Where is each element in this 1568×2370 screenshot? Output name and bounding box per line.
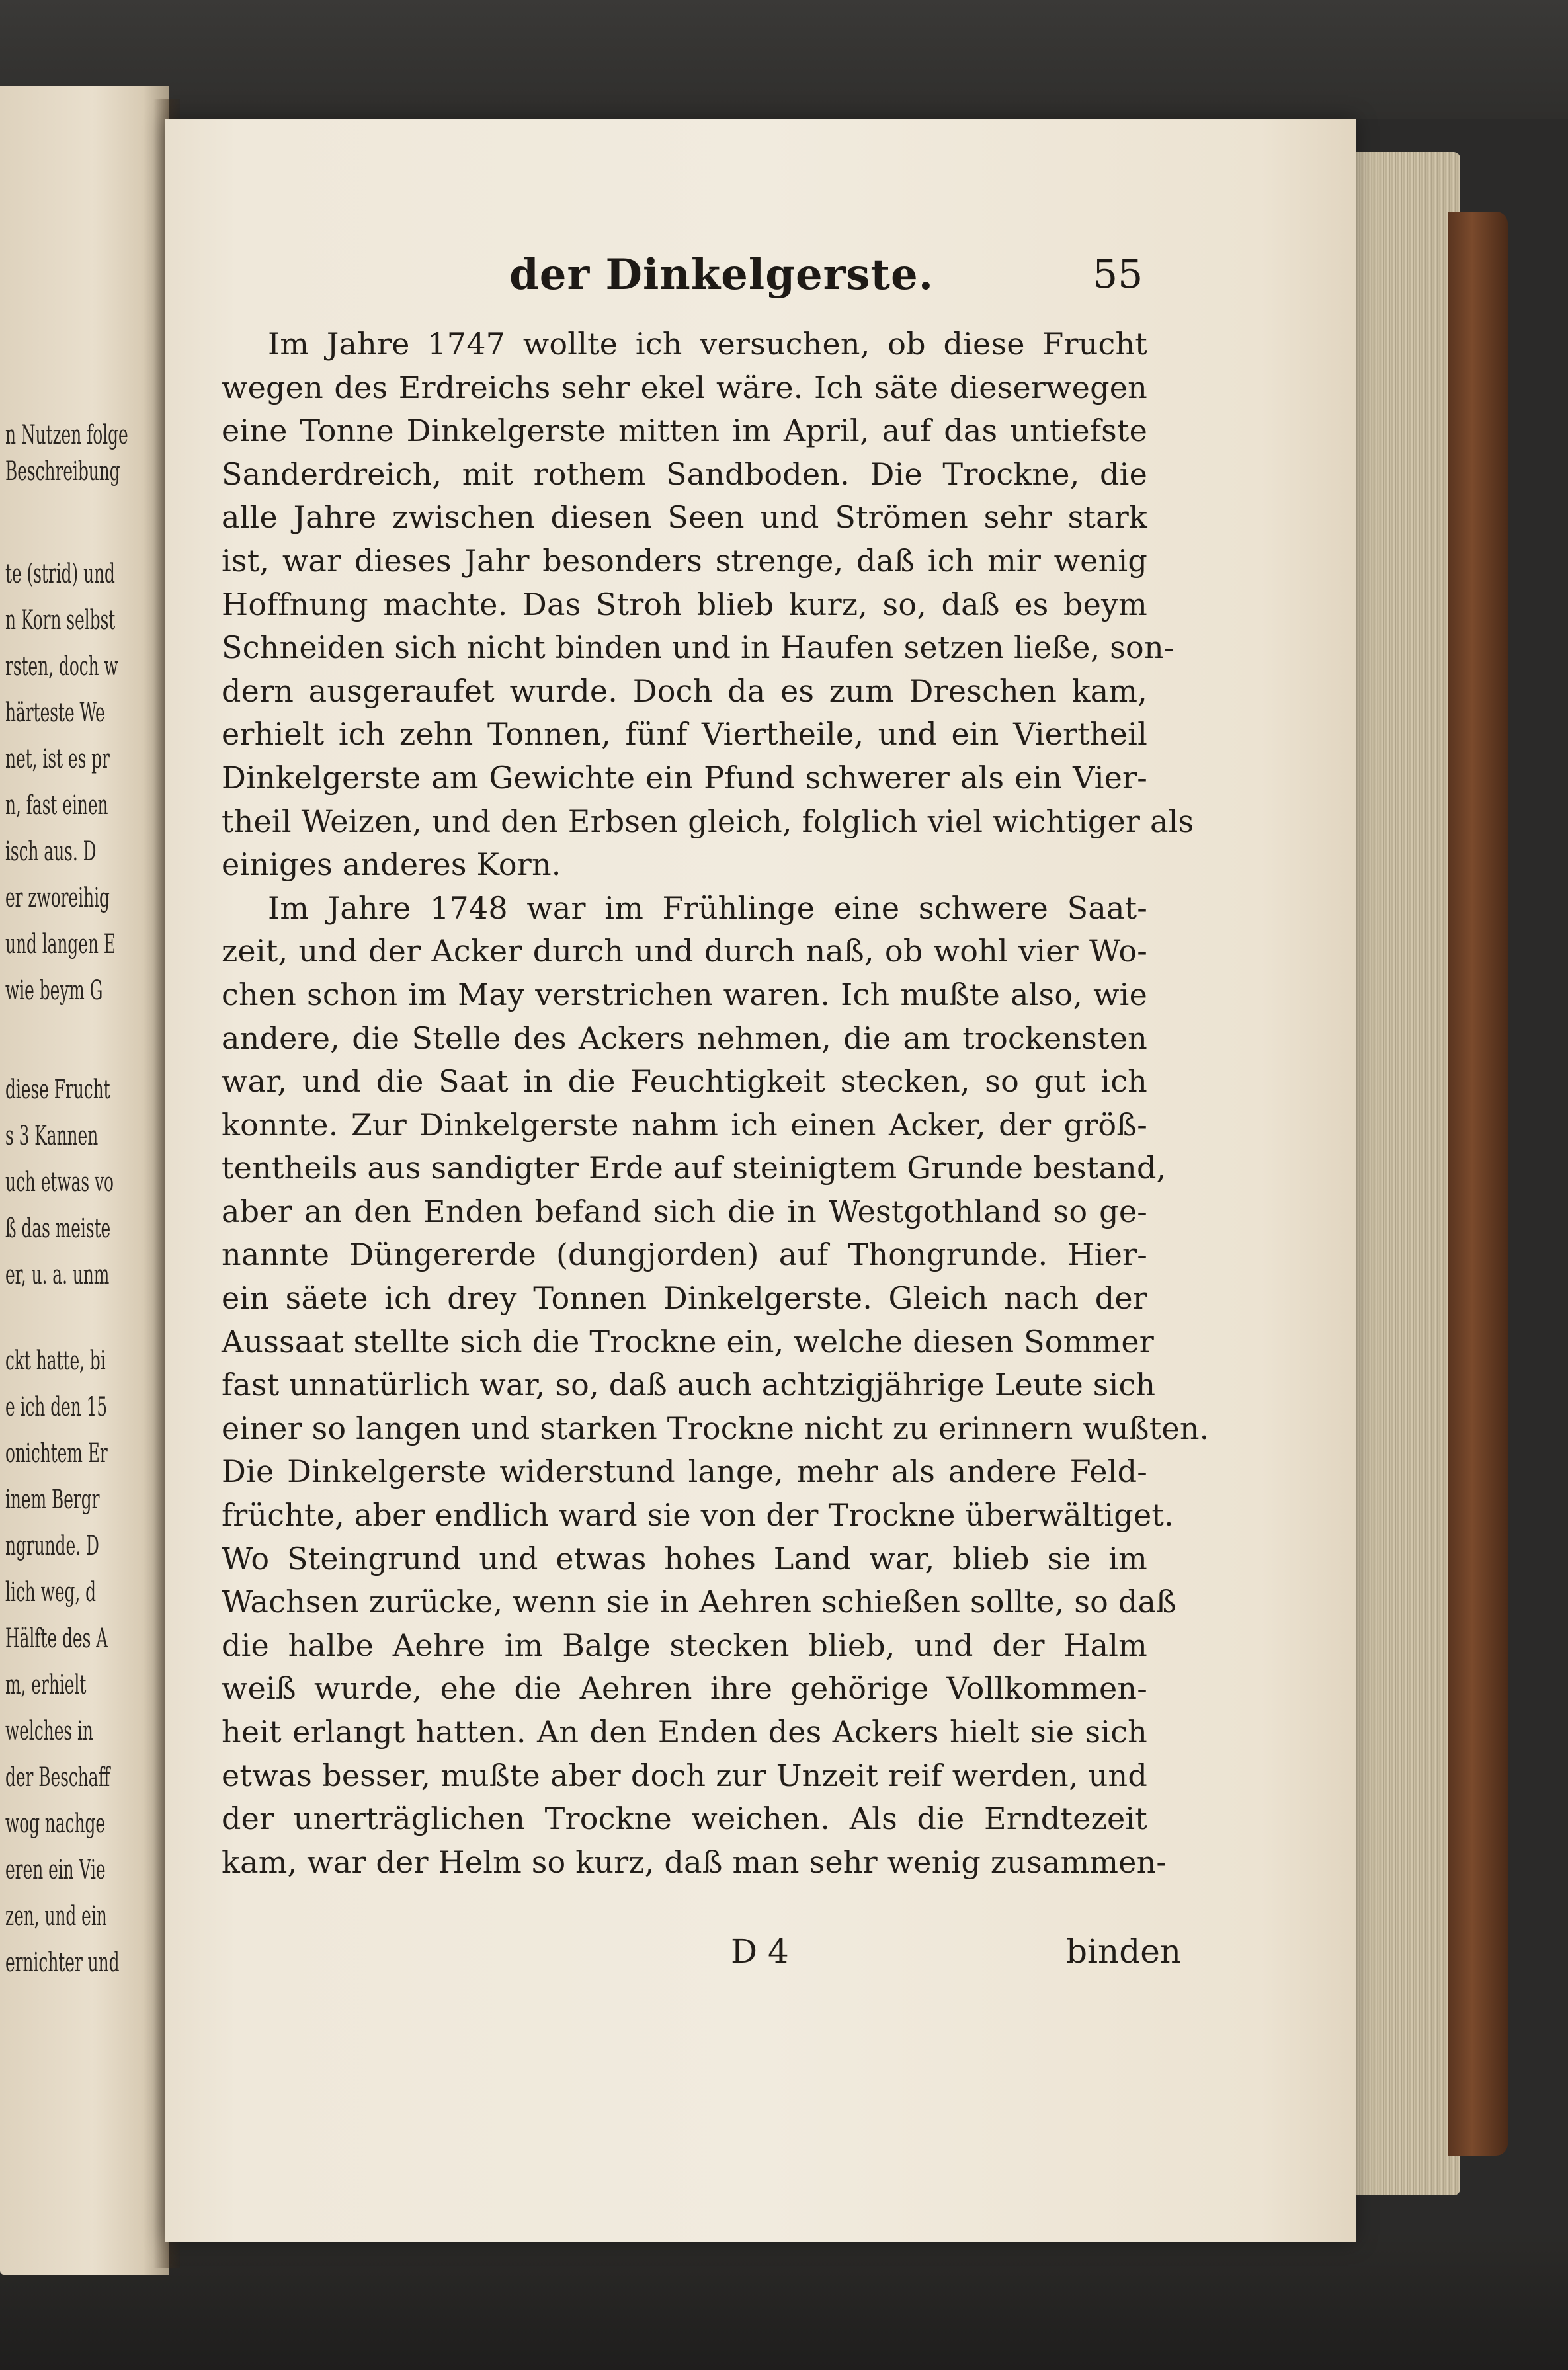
text-line: einer so langen und starken Trockne nicht zu erinnern wußten. xyxy=(222,1410,1210,1446)
page-number: 55 xyxy=(1093,251,1143,298)
prev-page-fragment: n, fast einen xyxy=(5,790,108,821)
text-line: Aussaat stellte sich die Trockne ein, welche diesen Sommer xyxy=(222,1323,1154,1360)
text-line: zeit, und der Acker durch und durch naß, ob wohl vier Wo- xyxy=(222,933,1147,969)
prev-page-fragment: welches in xyxy=(5,1716,93,1746)
prev-page-fragment: net, ist es pr xyxy=(5,744,110,774)
prev-page-fragment: rsten, doch w xyxy=(5,651,118,682)
text-line: fast unnatürlich war, so, daß auch achtzigjährige Leute sich xyxy=(222,1367,1156,1403)
text-line: wegen des Erdreichs sehr ekel wäre. Ich säte dieserwegen xyxy=(222,369,1147,405)
text-line: kam, war der Helm so kurz, daß man sehr wenig zusammen- xyxy=(222,1844,1167,1880)
book-cover-edge xyxy=(1448,212,1508,2156)
text-line: Wachsen zurücke, wenn sie in Aehren schießen sollte, so daß xyxy=(222,1584,1176,1620)
prev-page-fragment: und langen E xyxy=(5,929,116,960)
text-line: aber an den Enden befand sich die in Westgothland so ge- xyxy=(222,1193,1147,1229)
prev-page-fragment: zen, und ein xyxy=(5,1901,107,1932)
catchword: binden xyxy=(1066,1932,1181,1971)
prev-page-fragment: Hälfte des A xyxy=(5,1623,108,1654)
text-line: weiß wurde, ehe die Aehren ihre gehörige Vollkommen- xyxy=(222,1670,1147,1707)
text-line: erhielt ich zehn Tonnen, fünf Viertheile, und ein Viertheil xyxy=(222,716,1147,753)
background-top xyxy=(0,0,1568,119)
text-line: Wo Steingrund und etwas hohes Land war, blieb sie im xyxy=(222,1540,1147,1576)
text-line: theil Weizen, und den Erbsen gleich, folglich viel wichtiger als xyxy=(222,803,1194,839)
text-line: Schneiden sich nicht binden und in Haufen setzen ließe, son- xyxy=(222,630,1175,666)
text-line: tentheils aus sandigter Erde auf steinigtem Grunde bestand, xyxy=(222,1150,1167,1186)
text-line: Dinkelgerste am Gewichte ein Pfund schwerer als ein Vier- xyxy=(222,759,1147,796)
prev-page-fragment: wog nachge xyxy=(5,1809,106,1839)
body-text xyxy=(222,323,1210,1884)
prev-page-fragment: ernichter und xyxy=(5,1947,120,1978)
prev-page-fragment: m, erhielt xyxy=(5,1670,87,1700)
text-line: andere, die Stelle des Ackers nehmen, die am trockensten xyxy=(222,1020,1147,1056)
prev-page-fragment: wie beym G xyxy=(5,975,103,1006)
text-line: Die Dinkelgerste widerstund lange, mehr als andere Feld- xyxy=(222,1453,1147,1490)
page-edges xyxy=(1354,152,1460,2195)
text-line: ist, war dieses Jahr besonders strenge, daß ich mir wenig xyxy=(222,542,1147,579)
prev-page-fragment: Beschreibung xyxy=(5,456,120,487)
prev-page-fragment: eren ein Vie xyxy=(5,1855,106,1885)
prev-page-fragment: lich weg, d xyxy=(5,1577,97,1608)
prev-page-fragment: er, u. a. unm xyxy=(5,1260,110,1290)
prev-page-fragment: uch etwas vo xyxy=(5,1167,114,1198)
text-line: ein säete ich drey Tonnen Dinkelgerste. Gleich nach der xyxy=(222,1280,1147,1317)
text-line: der unerträglichen Trockne weichen. Als die Erndtezeit xyxy=(222,1801,1147,1837)
text-line: Im Jahre 1747 wollte ich versuchen, ob diese Frucht xyxy=(268,326,1147,362)
prev-page-fragment: e ich den 15 xyxy=(5,1392,108,1422)
text-line: war, und die Saat in die Feuchtigkeit stecken, so gut ich xyxy=(222,1063,1147,1100)
prev-page-fragment: te (strid) und xyxy=(5,559,115,589)
text-line: eine Tonne Dinkelgerste mitten im April, auf das untiefste xyxy=(222,413,1147,449)
prev-page-fragment: isch aus. D xyxy=(5,837,97,867)
prev-page-fragment: der Beschaff xyxy=(5,1762,110,1793)
text-line: früchte, aber endlich ward sie von der Trockne überwältiget. xyxy=(222,1497,1174,1533)
text-line: Im Jahre 1748 war im Frühlinge eine schwere Saat- xyxy=(268,889,1147,926)
text-line: Hoffnung machte. Das Stroh blieb kurz, so, daß es beym xyxy=(222,586,1147,622)
text-line: dern ausgeraufet wurde. Doch da es zum Dreschen kam, xyxy=(222,673,1147,709)
text-line: alle Jahre zwischen diesen Seen und Strömen sehr stark xyxy=(222,499,1147,536)
prev-page-fragment: ckt hatte, bi xyxy=(5,1346,106,1376)
text-line: Sanderdreich, mit rothem Sandboden. Die Trockne, die xyxy=(222,456,1147,492)
prev-page-fragment: inem Bergr xyxy=(5,1485,100,1515)
prev-page-fragment: s 3 Kannen xyxy=(5,1121,99,1151)
prev-page-fragment: diese Frucht xyxy=(5,1075,110,1105)
prev-page-fragment: n Korn selbst xyxy=(5,605,116,635)
prev-page-fragment: n Nutzen folge xyxy=(5,420,128,450)
prev-page-fragment: härteste We xyxy=(5,698,105,728)
text-line: konnte. Zur Dinkelgerste nahm ich einen Acker, der größ- xyxy=(222,1106,1147,1143)
text-line: etwas besser, mußte aber doch zur Unzeit reif werden, und xyxy=(222,1757,1147,1793)
background-bottom xyxy=(0,2235,1568,2370)
text-line: chen schon im May verstrichen waren. Ich mußte also, wie xyxy=(222,976,1147,1012)
text-line: heit erlangt hatten. An den Enden des Ackers hielt sie sich xyxy=(222,1714,1147,1750)
previous-page xyxy=(0,86,169,2275)
running-head: der Dinkelgerste. xyxy=(509,250,934,300)
text-line: einiges anderes Korn. xyxy=(222,846,561,883)
prev-page-fragment: ß das meiste xyxy=(5,1213,111,1244)
text-line: die halbe Aehre im Balge stecken blieb, und der Halm xyxy=(222,1627,1147,1663)
text-line: nannte Düngererde (dungjorden) auf Thongrunde. Hier- xyxy=(222,1237,1147,1273)
signature-mark: D 4 xyxy=(731,1932,789,1971)
prev-page-fragment: ngrunde. D xyxy=(5,1531,99,1561)
prev-page-fragment: er zworeihig xyxy=(5,883,110,913)
prev-page-fragment: onichtem Er xyxy=(5,1438,108,1469)
